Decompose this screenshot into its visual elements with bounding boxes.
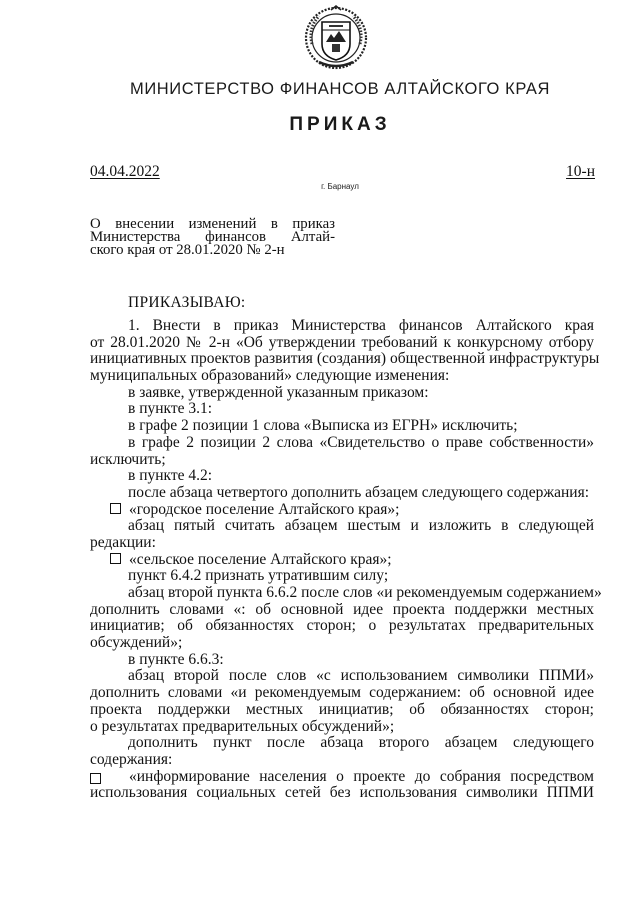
body-line: пункт 6.4.2 признать утратившим силу; [128, 567, 389, 585]
body-line: в графе 2 позиции 2 слова «Свидетельство о праве собственности» [128, 433, 594, 451]
body-line: дополнить пункт после абзаца второго абзацем следующего [128, 734, 594, 752]
checkbox-bullet-icon [90, 773, 101, 784]
body-line: в пункте 3.1: [128, 400, 213, 418]
body-line: абзац пятый считать абзацем шестым и изложить в следующей [128, 517, 594, 535]
body-line: обсуждений»; [90, 634, 183, 652]
body-line: инициативных проектов развития (создания) общественной инфраструктуры [90, 350, 600, 368]
subject-line: ского края от 28.01.2020 № 2-н [90, 242, 285, 258]
body-line: от 28.01.2020 № 2-н «Об утверждении требований к конкурсному отбору [90, 333, 594, 351]
order-subject [90, 218, 335, 257]
body-line: после абзаца четвертого дополнить абзацем следующего содержания: [128, 483, 590, 501]
body-line: исключить; [90, 450, 166, 468]
bullet-text: «сельское поселение Алтайского края»; [129, 550, 392, 568]
bullet-text: «информирование населения о проекте до собрания посредством [129, 767, 594, 785]
subject-line: О внесении изменений в приказ [90, 216, 335, 232]
body-line: инициатив; об обязанностях сторон; о результатах предварительных [90, 617, 594, 635]
body-line: абзац второй после слов «с использованием символики ППМИ» [128, 667, 594, 685]
bullet-text: «городское поселение Алтайского края»; [129, 500, 400, 518]
body-line: в графе 2 позиции 1 слова «Выписка из ЕГРН» исключить; [128, 417, 518, 435]
order-date: 04.04.2022 [90, 163, 160, 180]
ministry-title: МИНИСТЕРСТВО ФИНАНСОВ АЛТАЙСКОГО КРАЯ [129, 80, 551, 98]
bullet-item [90, 769, 594, 786]
subject-line: Министерства финансов Алтай- [90, 229, 335, 245]
body-line: в заявке, утвержденной указанным приказом: [128, 383, 429, 401]
document-type-title: ПРИКАЗ [289, 114, 391, 135]
body-line: дополнить словами «и рекомендуемым содержанием: об основной идее [90, 684, 594, 702]
body-line: использования социальных сетей без использования символики ППМИ [90, 784, 594, 802]
body-line: дополнить словами «: об основной идее проекта поддержки местных [90, 600, 594, 618]
issue-city: г. Барнаул [321, 182, 359, 191]
body-line: в пункте 4.2: [128, 467, 213, 485]
body-line: о результатах предварительных обсуждений»; [90, 717, 395, 735]
body-line: редакции: [90, 533, 156, 551]
bullet-item [90, 552, 594, 569]
body-line: 1. Внести в приказ Министерства финансов Алтайского края [128, 317, 594, 334]
order-directive: ПРИКАЗЫВАЮ: [128, 294, 246, 311]
coat-of-arms-emblem [303, 4, 369, 74]
order-body [90, 317, 602, 802]
checkbox-bullet-icon [110, 503, 121, 514]
body-line: в пункте 6.6.3: [128, 650, 224, 668]
body-line: абзац второй пункта 6.6.2 после слов «и рекомендуемым содержанием» [128, 584, 602, 601]
body-line: проекта поддержки местных инициатив; об обязанностях сторон; [90, 700, 594, 718]
bullet-item [90, 502, 594, 519]
body-line: содержания: [90, 750, 173, 768]
body-line: муниципальных образований» следующие изменения: [90, 367, 450, 385]
order-number: 10-н [566, 163, 595, 180]
checkbox-bullet-icon [110, 553, 121, 564]
